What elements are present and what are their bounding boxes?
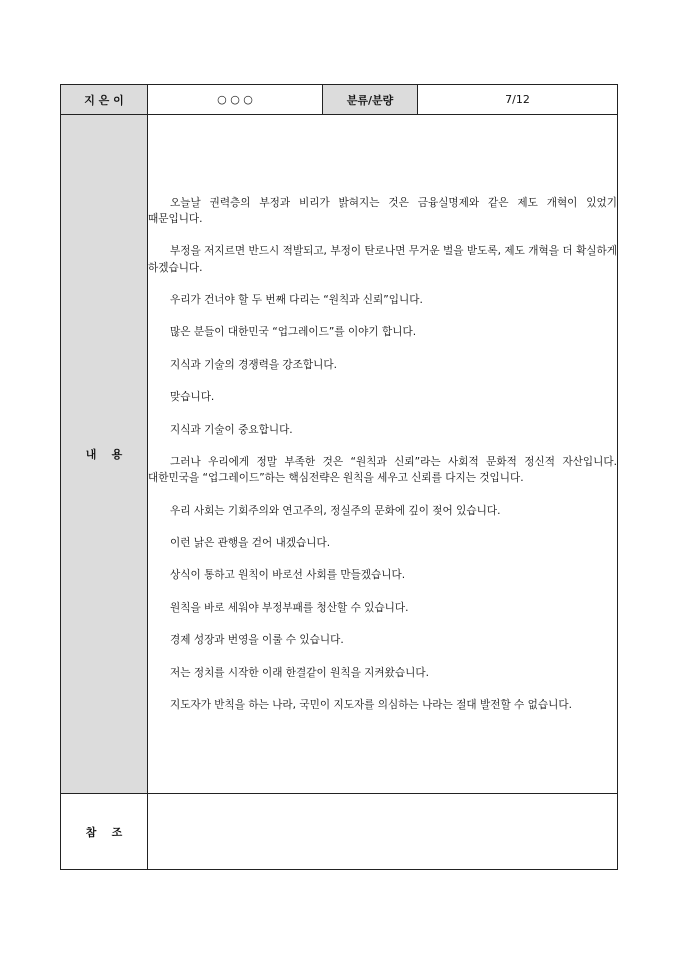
author-value: ○ ○ ○ — [148, 85, 323, 115]
content-paragraph: 지도자가 반칙을 하는 나라, 국민이 지도자를 의심하는 나라는 절대 발전할 수 없습니다. — [170, 698, 572, 711]
content-paragraph: 맞습니다. — [170, 391, 215, 404]
content-paragraph: 우리가 건너야 할 두 번째 다리는 “원칙과 신뢰”입니다. — [170, 294, 423, 307]
content-paragraph: 우리 사회는 기회주의와 연고주의, 정실주의 문화에 깊이 젖어 있습니다. — [170, 504, 501, 517]
content-paragraph: 그러나 우리에게 정말 부족한 것은 “원칙과 신뢰”라는 사회적 문화적 정신적 자산입니다. 대한민국을 “업그레이드”하는 핵심전략은 원칙을 세우고 신뢰를 다지는 것입니다. — [148, 456, 617, 485]
content-paragraph: 지식과 기술의 경쟁력을 강조합니다. — [170, 358, 337, 371]
category-value: 7/12 — [418, 85, 618, 115]
content-paragraph: 지식과 기술이 중요합니다. — [170, 423, 293, 436]
reference-row — [61, 794, 618, 870]
content-paragraph: 저는 정치를 시작한 이래 한결같이 원칙을 지켜왔습니다. — [170, 666, 429, 679]
content-paragraph: 많은 분들이 대한민국 “업그레이드”를 이야기 합니다. — [170, 326, 417, 339]
content-paragraph: 경제 성장과 번영을 이룰 수 있습니다. — [170, 634, 344, 647]
content-label: 내 용 — [61, 115, 148, 794]
reference-body — [148, 794, 618, 870]
content-paragraph: 상식이 통하고 원칙이 바로선 사회를 만들겠습니다. — [170, 569, 406, 582]
content-body — [148, 115, 618, 794]
category-label: 분류/분량 — [323, 85, 418, 115]
content-paragraph: 이런 낡은 관행을 걷어 내겠습니다. — [170, 536, 331, 549]
content-paragraph: 오늘날 권력층의 부정과 비리가 밝혀지는 것은 금융실명제와 같은 제도 개혁이 있었기 때문입니다. — [148, 196, 617, 226]
document-form-table — [60, 84, 618, 870]
content-row — [61, 115, 618, 794]
reference-label: 참 조 — [61, 794, 148, 870]
content-paragraph: 원칙을 바로 세워야 부정부패를 청산할 수 있습니다. — [170, 601, 409, 614]
content-paragraph: 부정을 저지르면 반드시 적발되고, 부정이 탄로나면 무거운 벌을 받도록, 제도 개혁을 더 확실하게 하겠습니다. — [148, 245, 617, 274]
author-label: 지 은 이 — [61, 85, 148, 115]
header-row — [61, 85, 618, 115]
